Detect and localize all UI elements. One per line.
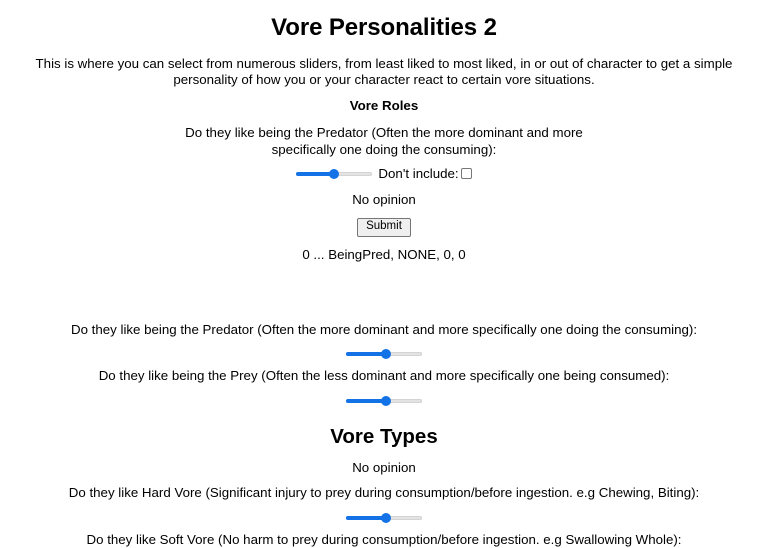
question-being-predator-primary: Do they like being the Predator (Often the more dominant and more specifically one doing the consuming):	[185, 125, 583, 157]
page-title: Vore Personalities 2	[271, 14, 497, 41]
question-hard-vore: Do they like Hard Vore (Significant injury to prey during consumption/before ingestion. e.g Chewing, Biting):	[68, 485, 700, 501]
slider-being-prey[interactable]	[346, 393, 422, 409]
opinion-text-vore-types: No opinion	[352, 460, 416, 476]
slider-row-hard-vore	[6, 510, 762, 526]
dont-include-checkbox[interactable]	[461, 168, 472, 179]
section-heading-vore-roles: Vore Roles	[349, 98, 419, 114]
spacer-large	[6, 262, 762, 322]
slider-fill	[346, 399, 386, 403]
result-output-text: 0 ... BeingPred, NONE, 0, 0	[302, 246, 466, 262]
slider-row-being-prey	[6, 393, 762, 409]
slider-hard-vore[interactable]	[346, 510, 422, 526]
slider-being-predator[interactable]	[346, 346, 422, 362]
slider-thumb[interactable]	[381, 349, 391, 359]
slider-thumb[interactable]	[381, 396, 391, 406]
slider-thumb[interactable]	[381, 513, 391, 523]
question-being-predator: Do they like being the Predator (Often the more dominant and more specifically one doing the consuming):	[70, 322, 698, 338]
slider-row-being-predator-primary	[6, 166, 762, 182]
question-being-prey: Do they like being the Prey (Often the less dominant and more specifically one being consumed):	[98, 368, 670, 384]
submit-button-wrap	[6, 217, 762, 237]
dont-include-label-wrap	[378, 166, 471, 181]
slider-thumb[interactable]	[329, 169, 339, 179]
dont-include-label: Don't include:	[378, 166, 459, 182]
slider-row-being-predator	[6, 346, 762, 362]
slider-fill	[346, 516, 386, 520]
section-heading-vore-types: Vore Types	[330, 424, 438, 448]
opinion-text-vore-roles: No opinion	[352, 191, 416, 207]
question-soft-vore: Do they like Soft Vore (No harm to prey during consumption/before ingestion. e.g Swallowing Whole):	[86, 531, 682, 547]
page-intro-text: This is where you can select from numerous sliders, from least liked to most liked, in or out of character to get a simple personality of how you or your character react to certain vore situations.	[35, 55, 733, 87]
submit-button[interactable]: Submit	[357, 218, 411, 237]
slider-being-predator-primary[interactable]	[296, 166, 372, 182]
slider-fill	[346, 352, 386, 356]
